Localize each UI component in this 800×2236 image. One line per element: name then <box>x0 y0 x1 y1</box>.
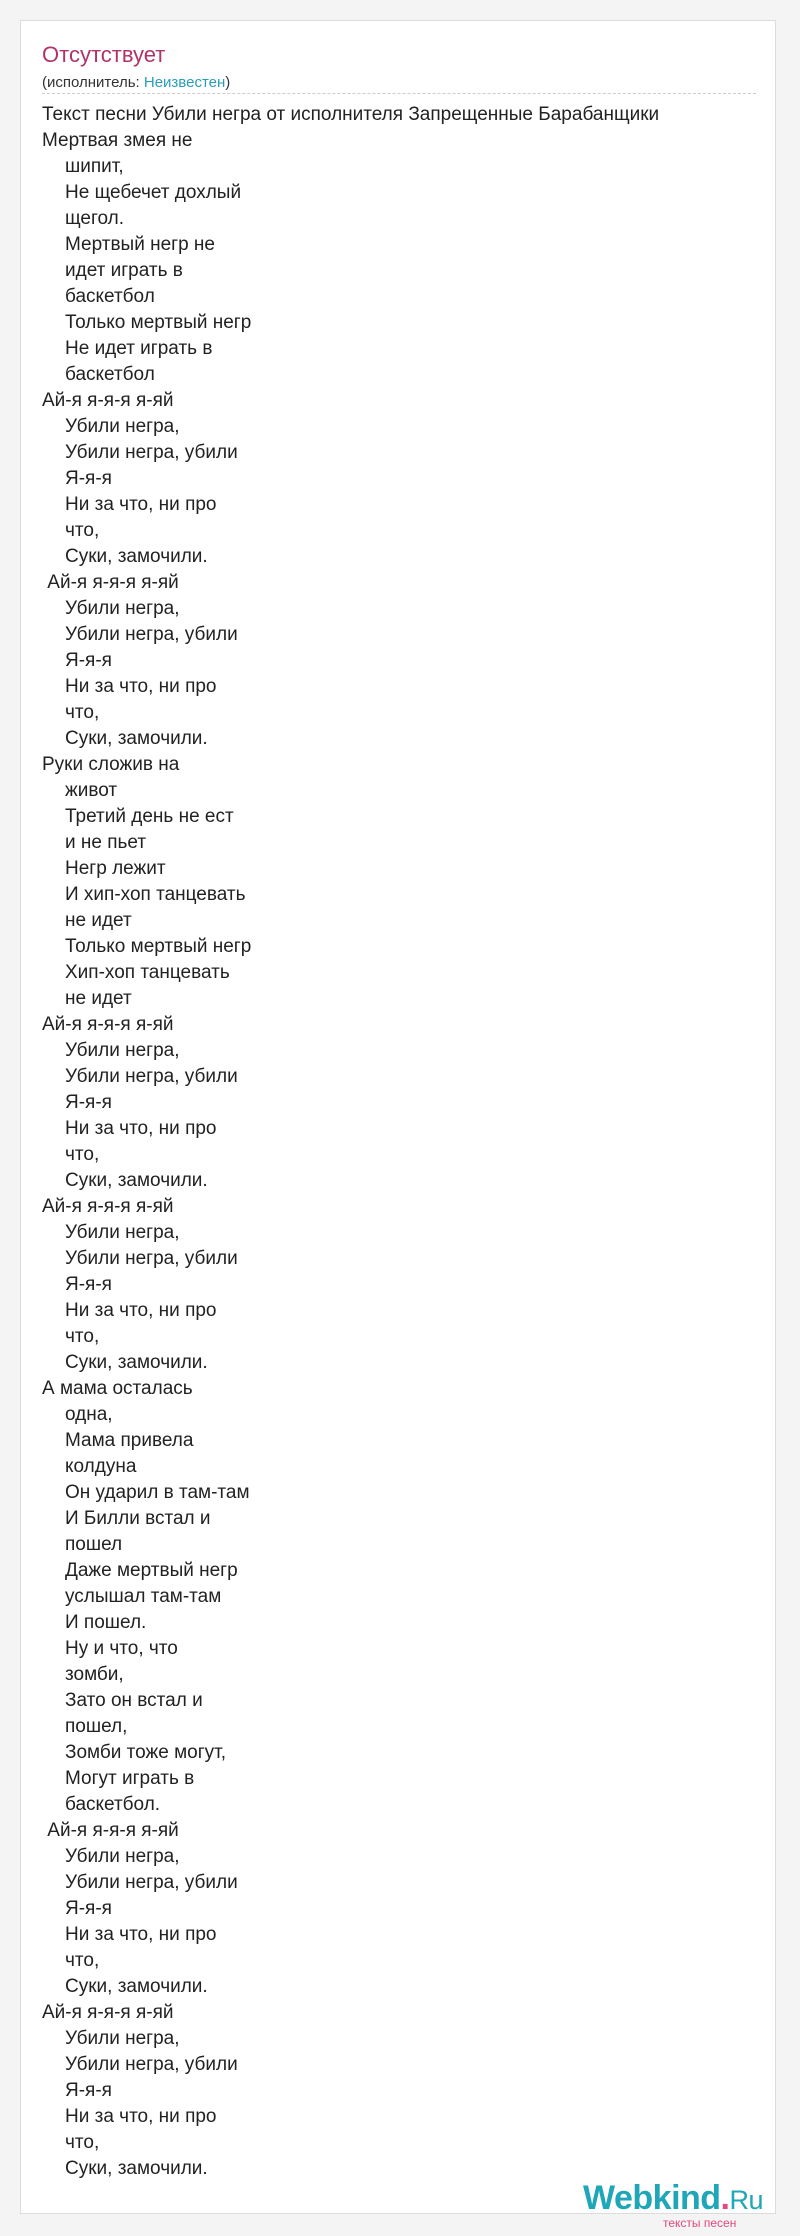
lyric-line: Убили негра, убили <box>65 624 238 645</box>
lyric-line: идет играть в <box>65 260 183 281</box>
lyric-line: Зато он встал и <box>65 1690 203 1711</box>
page-title: Отсутствует <box>42 42 166 67</box>
content-card <box>20 20 776 2230</box>
lyrics-body <box>42 128 251 2182</box>
lyric-line: Третий день не ест <box>65 806 234 827</box>
lyric-line: Убили негра, убили <box>65 1248 238 1269</box>
artist-link[interactable]: Неизвестен <box>143 74 226 91</box>
artist-suffix: ) <box>225 74 231 91</box>
lyric-line: Ни за что, ни про <box>65 494 217 515</box>
lyric-line: одна, <box>65 1404 113 1425</box>
lyric-line: Руки сложив на <box>42 754 180 775</box>
lyric-line: Убили негра, <box>65 1846 180 1867</box>
lyric-line: Я-я-я <box>65 2080 112 2101</box>
lyric-line: Я-я-я <box>65 468 112 489</box>
lyric-line: Хип-хоп танцевать <box>65 962 230 983</box>
lyric-line: Суки, замочили. <box>65 1976 208 1997</box>
lyric-line: Ни за что, ни про <box>65 1118 217 1139</box>
lyric-line: Ай-я я-я-я я-яй <box>42 572 179 593</box>
lyric-line: Мертвый негр не <box>65 234 215 255</box>
lyric-line: Ни за что, ни про <box>65 1924 217 1945</box>
lyric-line: пошел, <box>65 1716 128 1737</box>
lyric-line: Суки, замочили. <box>65 2158 208 2179</box>
lyric-line: Даже мертвый негр <box>65 1560 238 1581</box>
brand-name: Webkind.Ru <box>583 2179 764 2217</box>
lyric-line: Убили негра, убили <box>65 1872 238 1893</box>
lyric-line: Ай-я я-я-я я-яй <box>42 1196 174 1217</box>
lyrics-heading: Текст песни Убили негра от исполнителя Запрещенные Барабанщики <box>42 104 660 125</box>
lyric-line: Я-я-я <box>65 1092 112 1113</box>
lyric-line: Могут играть в <box>65 1768 195 1789</box>
lyric-line: И пошел. <box>65 1612 147 1633</box>
lyric-line: И Билли встал и <box>65 1508 211 1529</box>
lyric-line: Я-я-я <box>65 650 112 671</box>
lyric-line: не идет <box>65 910 132 931</box>
lyric-line: Ни за что, ни про <box>65 1300 217 1321</box>
lyric-line: что, <box>65 1144 100 1165</box>
lyric-line: что, <box>65 520 100 541</box>
lyric-line: Не щебечет дохлый <box>65 182 242 203</box>
lyric-line: баскетбол. <box>65 1794 161 1815</box>
lyric-line: Убили негра, убили <box>65 442 238 463</box>
lyric-line: что, <box>65 1326 100 1347</box>
lyric-line: не идет <box>65 988 132 1009</box>
lyric-line: Убили негра, <box>65 416 180 437</box>
lyric-line: Не идет играть в <box>65 338 213 359</box>
lyric-line: Ай-я я-я-я я-яй <box>42 1014 174 1035</box>
lyric-line: Убили негра, убили <box>65 1066 238 1087</box>
lyric-line: Ну и что, что <box>65 1638 178 1659</box>
lyric-line: зомби, <box>65 1664 124 1685</box>
dashed-divider <box>42 93 756 94</box>
lyric-line: баскетбол <box>65 364 155 385</box>
artist-prefix: (исполнитель: <box>42 74 144 91</box>
lyric-line: щегол. <box>65 208 125 229</box>
lyric-line: Мама привела <box>65 1430 194 1451</box>
lyric-line: что, <box>65 1950 100 1971</box>
lyric-line: Убили негра, <box>65 1222 180 1243</box>
lyric-line: А мама осталась <box>42 1378 193 1399</box>
lyric-line: баскетбол <box>65 286 155 307</box>
lyric-line: Я-я-я <box>65 1898 112 1919</box>
lyric-line: Ай-я я-я-я я-яй <box>42 2002 174 2023</box>
lyric-line: Суки, замочили. <box>65 1170 208 1191</box>
lyric-line: Зомби тоже могут, <box>65 1742 226 1763</box>
lyric-line: Только мертвый негр <box>65 312 252 333</box>
lyric-line: Негр лежит <box>65 858 166 879</box>
webkind-logo[interactable] <box>583 2179 778 2230</box>
lyric-line: Только мертвый негр <box>65 936 252 957</box>
lyric-line: Он ударил в там-там <box>65 1482 250 1503</box>
lyric-line: услышал там-там <box>65 1586 222 1607</box>
lyric-line: что, <box>65 702 100 723</box>
artist-line <box>42 73 230 93</box>
lyric-line: Ай-я я-я-я я-яй <box>42 1820 179 1841</box>
lyric-line: Ни за что, ни про <box>65 2106 217 2127</box>
lyric-line: И хип-хоп танцевать <box>65 884 246 905</box>
lyric-line: Убили негра, <box>65 598 180 619</box>
lyric-line: Суки, замочили. <box>65 1352 208 1373</box>
lyric-line: шипит, <box>65 156 124 177</box>
lyric-line: пошел <box>65 1534 123 1555</box>
lyric-line: Ай-я я-я-я я-яй <box>42 390 174 411</box>
lyric-line: колдуна <box>65 1456 137 1477</box>
lyric-line: Я-я-я <box>65 1274 112 1295</box>
lyric-line: Убили негра, убили <box>65 2054 238 2075</box>
lyric-line: живот <box>65 780 118 801</box>
brand-tagline: тексты песен <box>663 2216 737 2230</box>
lyric-line: Ни за что, ни про <box>65 676 217 697</box>
lyric-line: Убили негра, <box>65 1040 180 1061</box>
lyric-line: Мертвая змея не <box>42 130 193 151</box>
lyric-line: Убили негра, <box>65 2028 180 2049</box>
lyric-line: Суки, замочили. <box>65 728 208 749</box>
lyric-line: и не пьет <box>65 832 147 853</box>
lyric-line: что, <box>65 2132 100 2153</box>
lyric-line: Суки, замочили. <box>65 546 208 567</box>
